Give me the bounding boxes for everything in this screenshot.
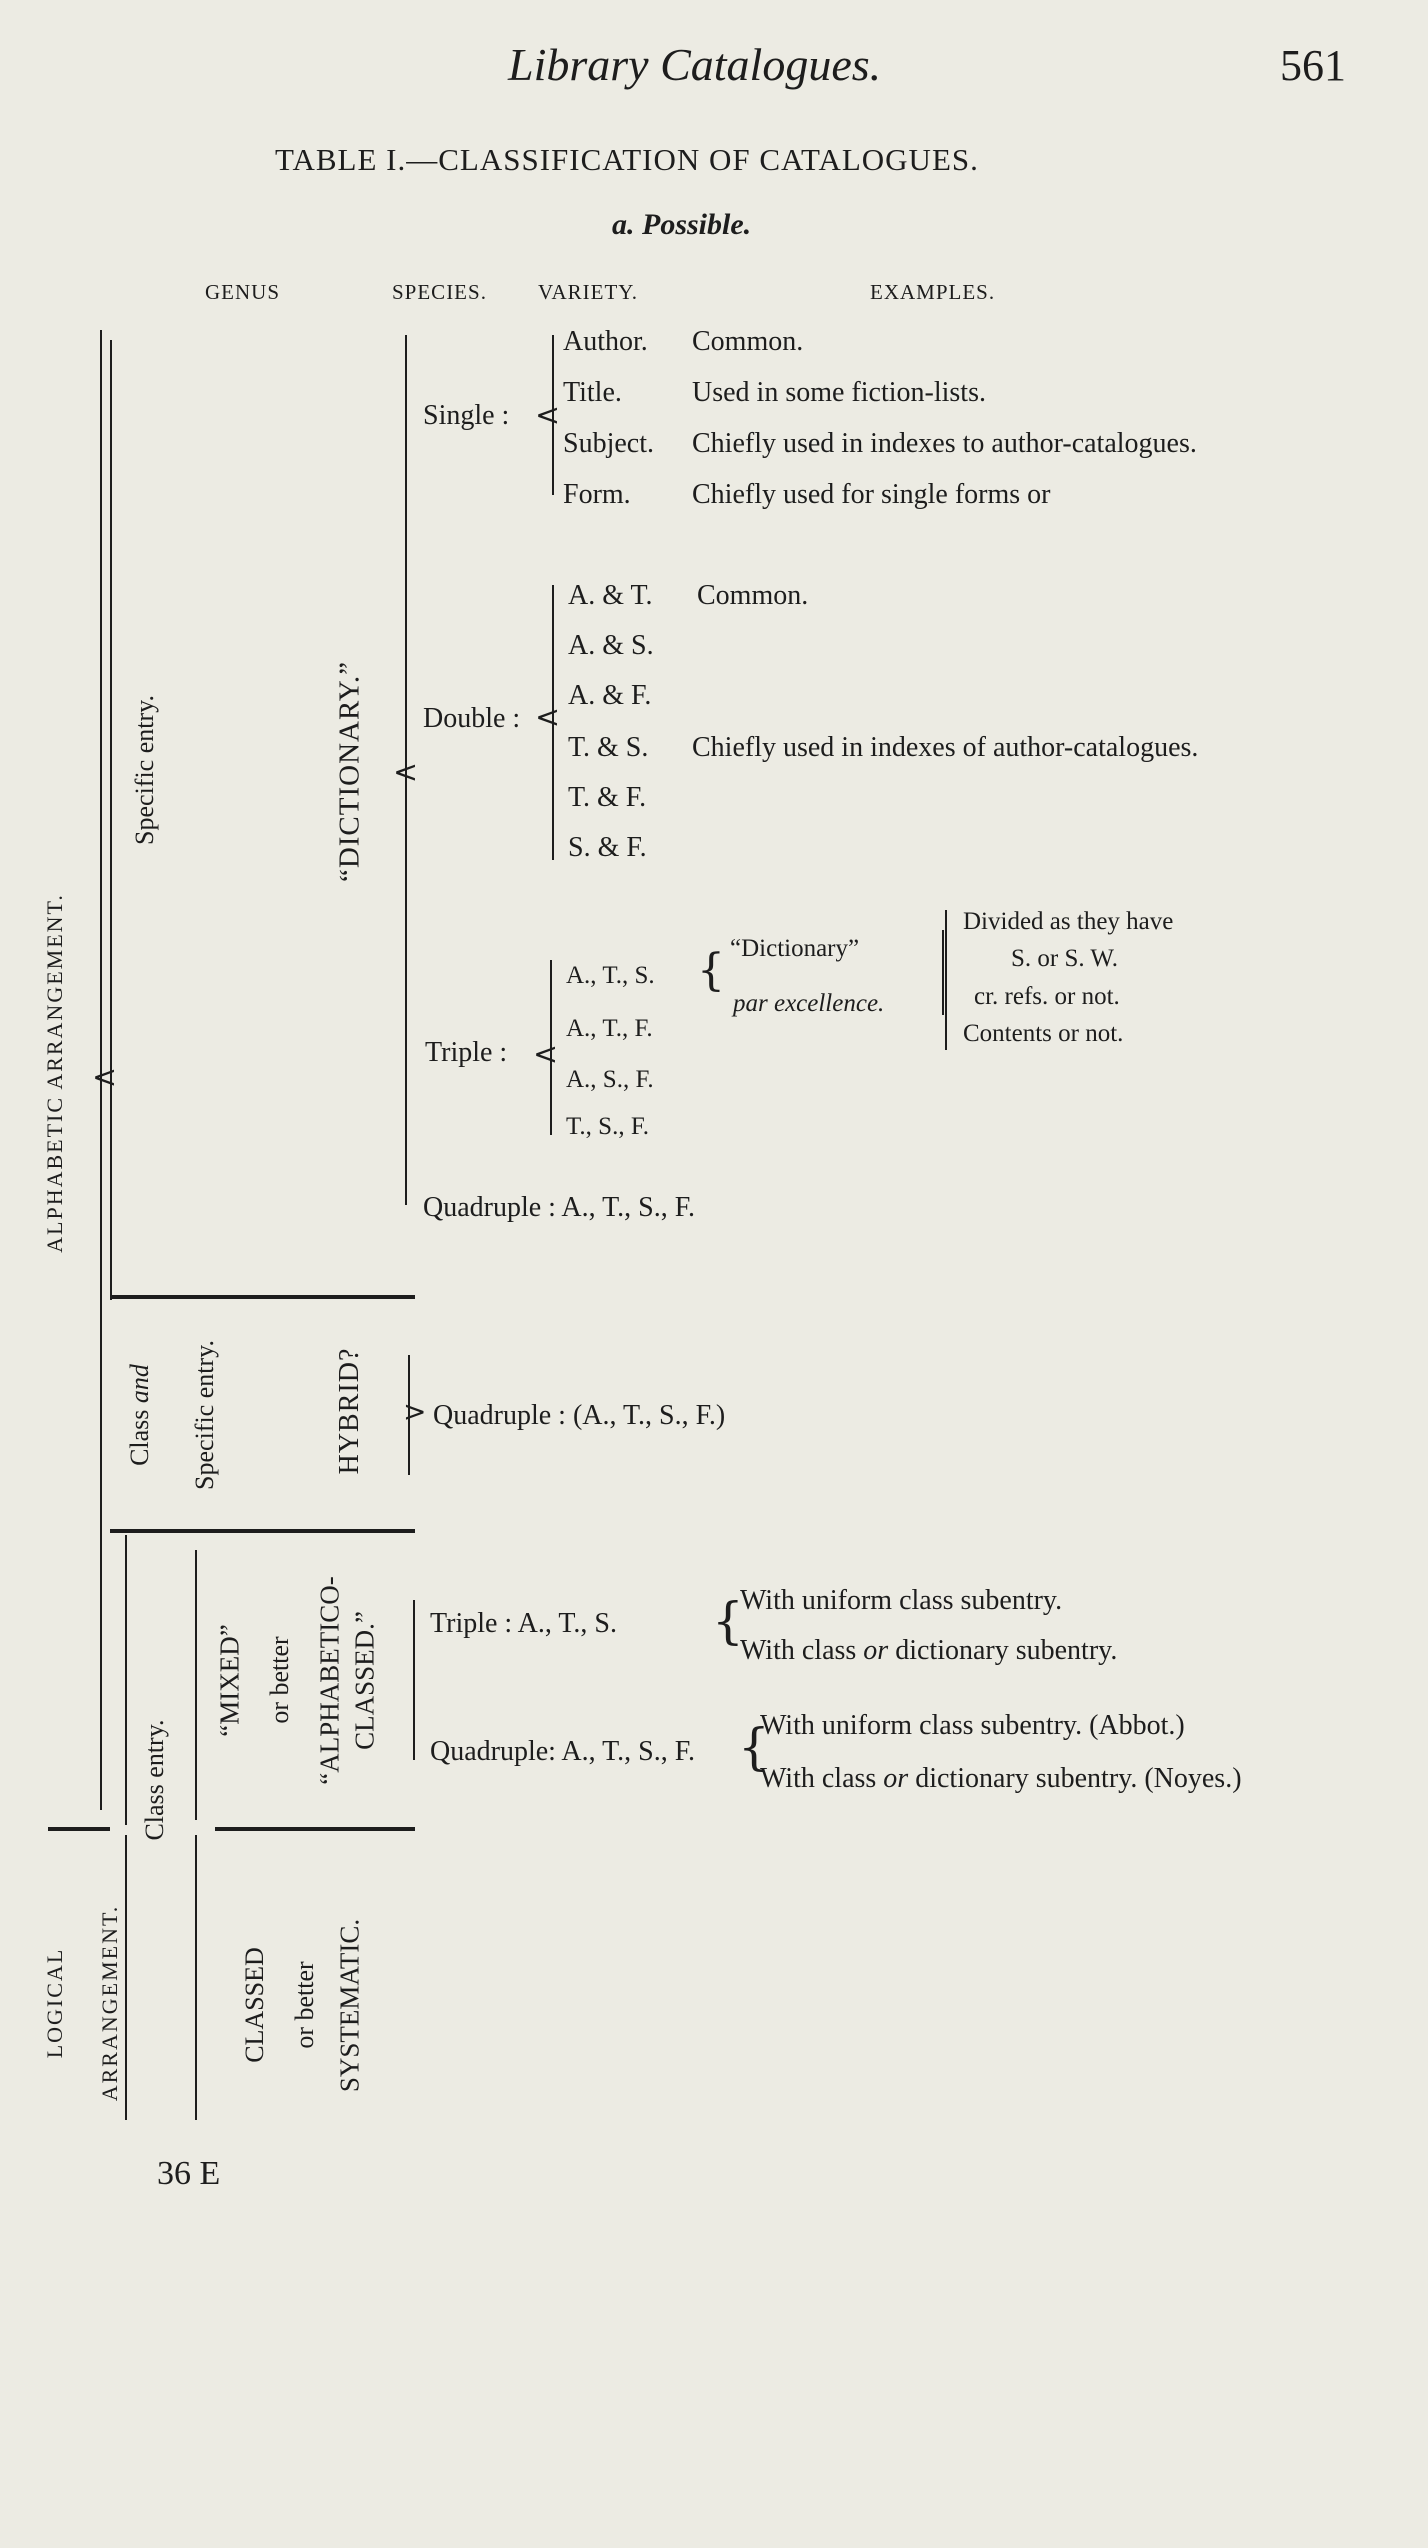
- page-number: 561: [1280, 41, 1346, 90]
- brace-single: <: [535, 398, 561, 433]
- separator-hybrid-bottom: [110, 1529, 415, 1533]
- brace-dictionary-group: <: [393, 755, 419, 790]
- divided-1: S. or S. W.: [1011, 945, 1118, 972]
- label-class-and-specific: Specific entry.: [190, 1340, 219, 1490]
- double-label: Double :: [423, 703, 521, 734]
- col-variety: VARIETY.: [538, 280, 638, 304]
- brace-alpha: <: [92, 1060, 118, 1095]
- brace-triple: <: [533, 1037, 559, 1072]
- label-logical: LOGICAL: [42, 1947, 67, 2059]
- divided-2: cr. refs. or not.: [974, 983, 1120, 1010]
- rule-logical: [125, 1835, 127, 2120]
- table-title: TABLE I.—CLASSIFICATION OF CATALOGUES.: [275, 142, 979, 177]
- separator-logical: [48, 1827, 110, 1831]
- single-example-2: Chiefly used in indexes to author-catalogues.: [692, 428, 1197, 459]
- double-variety-1: A. & S.: [568, 630, 654, 661]
- mixed-triple-note-0: With uniform class subentry.: [740, 1585, 1063, 1616]
- mixed-quadruple-note-1: With class or dictionary subentry. (Noyes.): [760, 1763, 1242, 1794]
- col-genus: GENUS: [205, 280, 281, 304]
- dictionary-note-2: par excellence.: [733, 990, 885, 1017]
- rule-dict-note: [942, 930, 944, 1015]
- double-variety-5: S. & F.: [568, 832, 647, 863]
- label-systematic: SYSTEMATIC.: [334, 1918, 365, 2093]
- double-example-3: Chiefly used in indexes of author-catalogues.: [692, 732, 1199, 763]
- label-class-entry: Class entry.: [140, 1719, 169, 1841]
- triple-variety-1: A., T., F.: [566, 1015, 653, 1042]
- single-label: Single :: [423, 400, 510, 431]
- hybrid-quadruple: Quadruple : (A., T., S., F.): [433, 1400, 726, 1431]
- brace-mixed-quadruple: {: [738, 1718, 770, 1776]
- label-or-better-1: or better: [265, 1636, 294, 1724]
- label-alphabetico: “ALPHABETICO-: [314, 1576, 345, 1785]
- quadruple: Quadruple : A., T., S., F.: [423, 1192, 696, 1223]
- single-example-3: Chiefly used for single forms or: [692, 479, 1051, 510]
- label-or-better-2: or better: [290, 1961, 319, 2049]
- col-species: SPECIES.: [392, 280, 487, 304]
- triple-variety-0: A., T., S.: [566, 962, 655, 989]
- brace-double: <: [535, 700, 561, 735]
- mixed-quadruple: Quadruple: A., T., S., F.: [430, 1736, 696, 1767]
- mixed-triple-note-1: With class or dictionary subentry.: [740, 1635, 1118, 1666]
- dictionary-note-1: “Dictionary”: [730, 935, 860, 962]
- label-arrangement: ARRANGEMENT.: [97, 1904, 122, 2102]
- rule-mixed-variety: [413, 1600, 415, 1760]
- single-variety-2: Subject.: [563, 428, 654, 459]
- rule-divided: [945, 910, 947, 1050]
- single-variety-0: Author.: [563, 326, 648, 357]
- mixed-triple: Triple : A., T., S.: [430, 1608, 617, 1639]
- label-classed: CLASSED: [240, 1947, 269, 2063]
- brace-hybrid: >: [403, 1395, 427, 1428]
- col-examples: EXAMPLES.: [870, 280, 996, 304]
- signature-mark: 36 E: [157, 2155, 221, 2192]
- label-class-and: Class and: [125, 1364, 154, 1466]
- rule-mixed: [195, 1550, 197, 1820]
- label-classed-q: CLASSED.”: [349, 1611, 380, 1750]
- double-variety-4: T. & F.: [568, 782, 647, 813]
- separator-classed: [215, 1827, 415, 1831]
- label-alphabetic-arrangement: ALPHABETIC ARRANGEMENT.: [42, 893, 67, 1253]
- running-title: Library Catalogues.: [508, 39, 882, 90]
- single-variety-1: Title.: [563, 377, 622, 408]
- double-variety-0: A. & T.: [568, 580, 653, 611]
- triple-label: Triple :: [425, 1037, 508, 1068]
- label-specific-entry: Specific entry.: [130, 695, 159, 845]
- label-hybrid: HYBRID?: [334, 1347, 365, 1475]
- brace-mixed-triple: {: [712, 1592, 744, 1650]
- brace-dictionary-note: {: [697, 945, 725, 996]
- separator-hybrid-top: [110, 1295, 415, 1299]
- single-example-0: Common.: [692, 326, 804, 357]
- table-subtitle: a. Possible.: [612, 208, 752, 241]
- double-variety-3: T. & S.: [568, 732, 649, 763]
- single-variety-3: Form.: [563, 479, 631, 510]
- double-example-0: Common.: [697, 580, 809, 611]
- double-variety-2: A. & F.: [568, 680, 652, 711]
- divided-3: Contents or not.: [963, 1020, 1124, 1047]
- rule-specific: [110, 340, 112, 1300]
- triple-variety-3: T., S., F.: [566, 1113, 649, 1140]
- rule-classed: [195, 1835, 197, 2120]
- rule-class-entry: [125, 1535, 127, 1825]
- single-example-1: Used in some fiction-lists.: [692, 377, 986, 408]
- divided-0: Divided as they have: [963, 908, 1174, 935]
- label-mixed: “MIXED”: [214, 1624, 245, 1737]
- label-dictionary: “DICTIONARY.”: [333, 660, 366, 883]
- mixed-quadruple-note-0: With uniform class subentry. (Abbot.): [760, 1710, 1185, 1741]
- triple-variety-2: A., S., F.: [566, 1066, 654, 1093]
